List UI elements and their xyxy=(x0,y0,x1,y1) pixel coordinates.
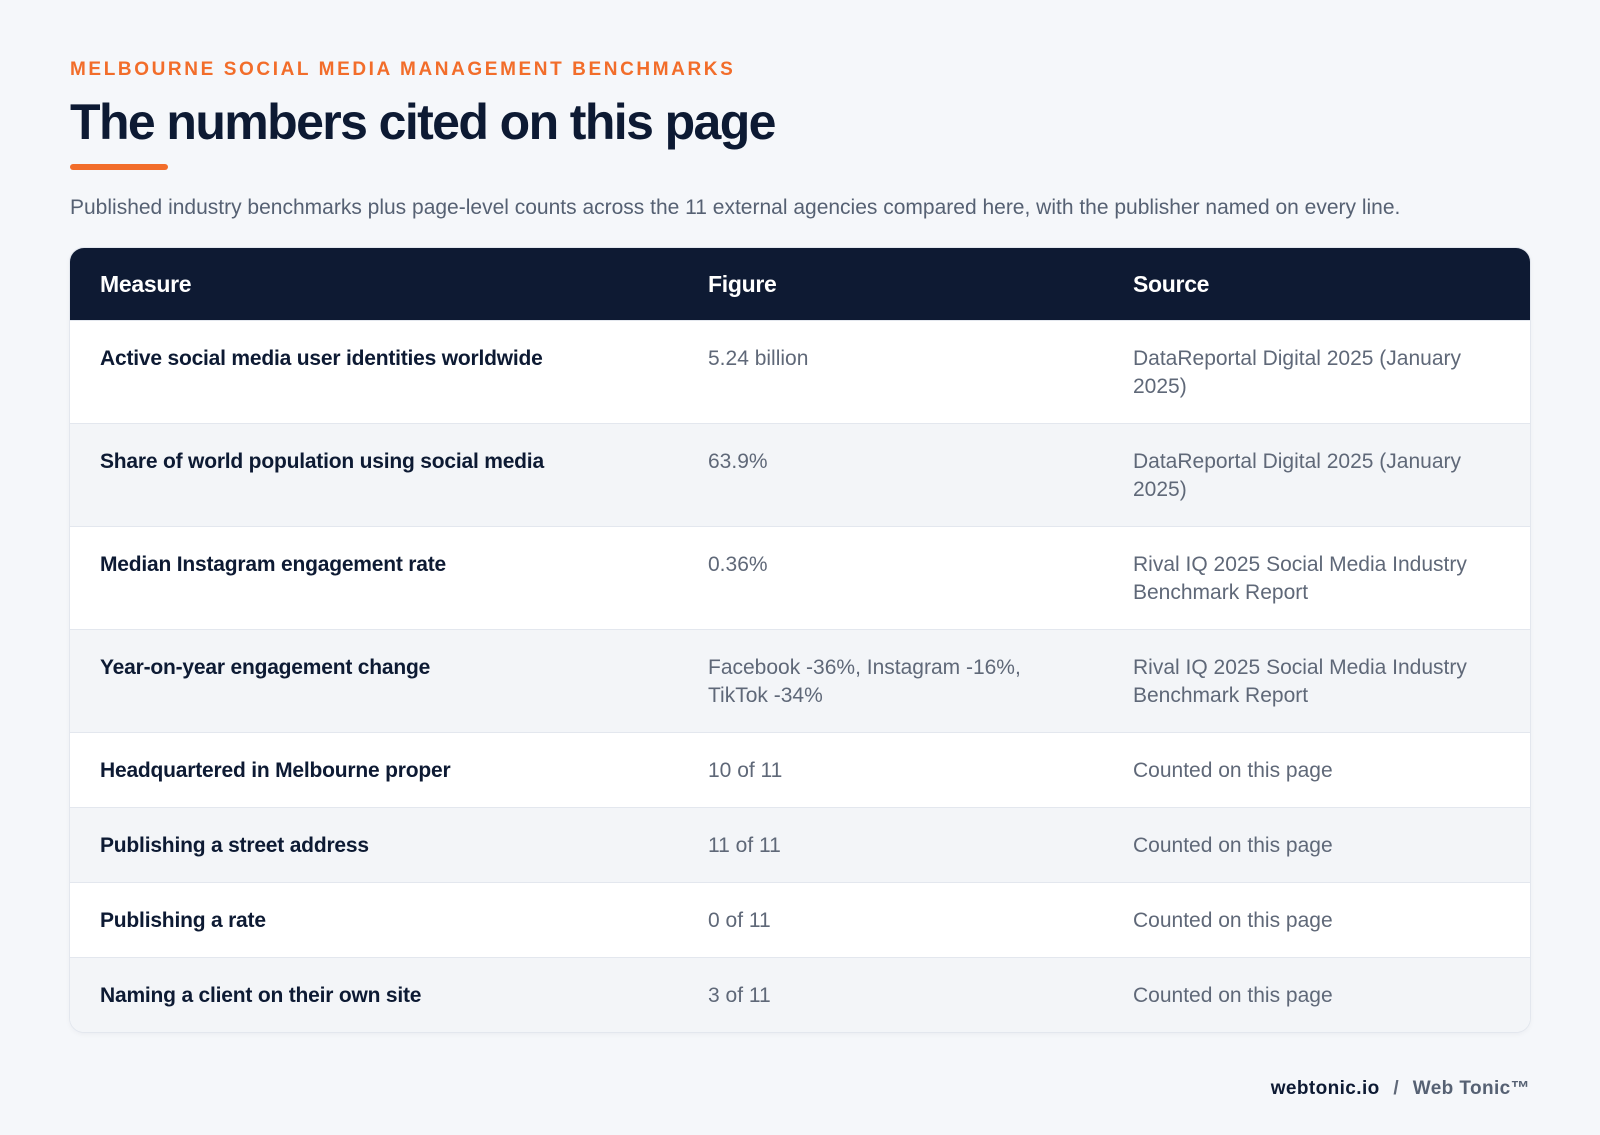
table-header xyxy=(70,248,1530,321)
measure-cell: Share of world population using social media xyxy=(70,424,678,527)
page-title: The numbers cited on this page xyxy=(70,94,775,150)
measure-cell: Year-on-year engagement change xyxy=(70,630,678,733)
figure-cell: 0.36% xyxy=(678,527,1103,630)
figure-cell: 0 of 11 xyxy=(678,883,1103,958)
measure-cell: Publishing a street address xyxy=(70,808,678,883)
title-accent-rule xyxy=(70,164,168,170)
measure-cell: Naming a client on their own site xyxy=(70,958,678,1033)
table-row xyxy=(70,527,1530,630)
column-header-measure: Measure xyxy=(100,270,192,297)
source-cell: Counted on this page xyxy=(1103,958,1530,1033)
table-row xyxy=(70,321,1530,424)
figure-cell: 63.9% xyxy=(678,424,1103,527)
figure-cell: 5.24 billion xyxy=(678,321,1103,424)
benchmarks-table xyxy=(70,248,1530,1032)
figure-cell: 11 of 11 xyxy=(678,808,1103,883)
table-row xyxy=(70,630,1530,733)
source-cell: DataReportal Digital 2025 (January 2025) xyxy=(1103,424,1530,527)
measure-cell: Headquartered in Melbourne proper xyxy=(70,733,678,808)
figure-cell: 3 of 11 xyxy=(678,958,1103,1033)
source-cell: Counted on this page xyxy=(1103,883,1530,958)
footer-separator: / xyxy=(1393,1078,1400,1099)
figure-cell: Facebook -36%, Instagram -16%, TikTok -34% xyxy=(678,630,1103,733)
benchmarks-table-card xyxy=(70,248,1530,1032)
source-cell: Rival IQ 2025 Social Media Industry Benchmark Report xyxy=(1103,630,1530,733)
table-row xyxy=(70,883,1530,958)
footer-credit xyxy=(1271,1078,1530,1100)
table-body xyxy=(70,321,1530,1033)
footer-domain: webtonic.io xyxy=(1270,1078,1380,1099)
table-header-row xyxy=(70,248,1530,321)
benchmarks-page xyxy=(70,58,1530,1007)
table-row xyxy=(70,733,1530,808)
table-row xyxy=(70,958,1530,1033)
source-cell: Rival IQ 2025 Social Media Industry Benchmark Report xyxy=(1103,527,1530,630)
intro-text: Published industry benchmarks plus page-level counts across the 11 external agencies compared here, with the publisher named on every line. xyxy=(70,196,1401,219)
column-header-figure: Figure xyxy=(708,270,777,297)
footer-brand: Web Tonic™ xyxy=(1412,1078,1530,1099)
column-header-source: Source xyxy=(1133,270,1210,297)
measure-cell: Active social media user identities worldwide xyxy=(70,321,678,424)
source-cell: Counted on this page xyxy=(1103,733,1530,808)
figure-cell: 10 of 11 xyxy=(678,733,1103,808)
source-cell: Counted on this page xyxy=(1103,808,1530,883)
eyebrow-label: MELBOURNE SOCIAL MEDIA MANAGEMENT BENCHMARKS xyxy=(70,59,736,80)
measure-cell: Publishing a rate xyxy=(70,883,678,958)
table-row xyxy=(70,424,1530,527)
source-cell: DataReportal Digital 2025 (January 2025) xyxy=(1103,321,1530,424)
table-row xyxy=(70,808,1530,883)
measure-cell: Median Instagram engagement rate xyxy=(70,527,678,630)
